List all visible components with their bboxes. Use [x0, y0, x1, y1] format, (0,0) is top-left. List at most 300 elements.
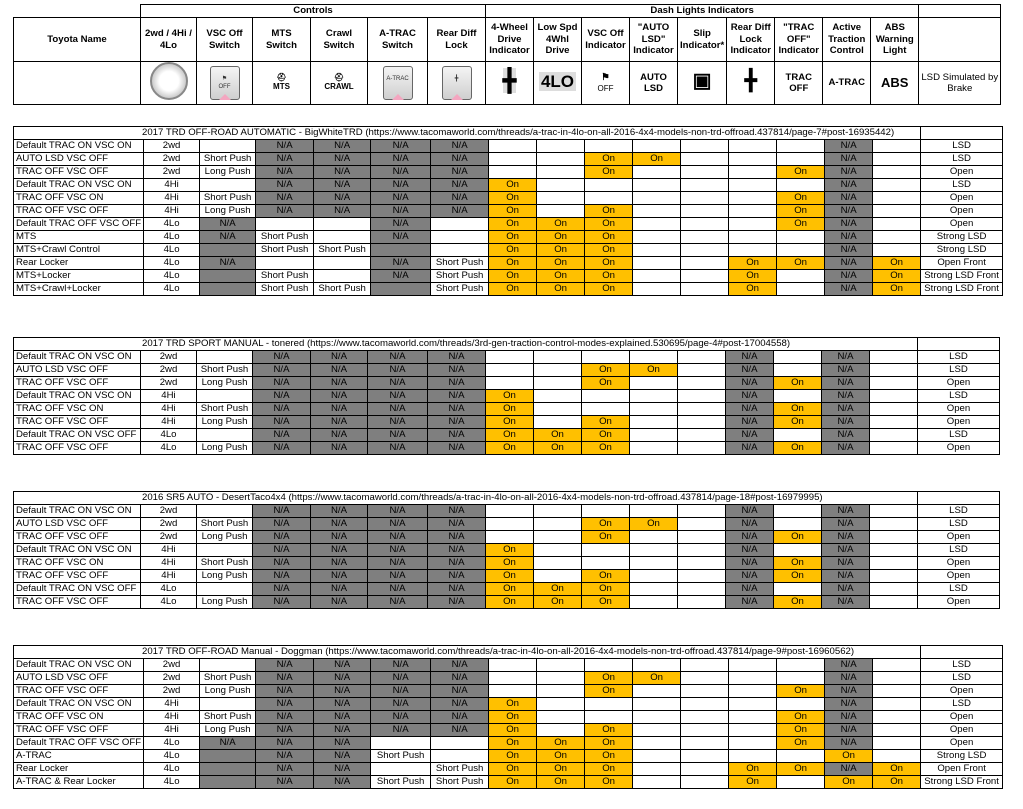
- table-cell: N/A: [368, 390, 428, 403]
- table-cell: On: [774, 531, 822, 544]
- table-cell: [630, 557, 678, 570]
- table-cell: On: [489, 283, 537, 296]
- table-cell: On: [825, 750, 873, 763]
- table-cell: [729, 711, 777, 724]
- table-cell: On: [486, 442, 534, 455]
- table-cell: [870, 518, 918, 531]
- table-cell: Long Push: [200, 166, 256, 179]
- table-cell: On: [777, 737, 825, 750]
- table-cell: On: [537, 244, 585, 257]
- table-cell: On: [585, 763, 633, 776]
- table-cell: On: [582, 442, 630, 455]
- table-cell: N/A: [822, 531, 870, 544]
- table-cell: N/A: [253, 583, 311, 596]
- table-cell: On: [729, 257, 777, 270]
- table-row: [14, 403, 1000, 416]
- table-cell: 2wd: [144, 672, 200, 685]
- table-cell: On: [777, 205, 825, 218]
- table-cell: [681, 724, 729, 737]
- table-cell: N/A: [256, 166, 314, 179]
- table-cell: [197, 429, 253, 442]
- table-cell: On: [489, 270, 537, 283]
- table-cell: [870, 416, 918, 429]
- table-cell: On: [777, 257, 825, 270]
- table-cell: [630, 390, 678, 403]
- row-name-cell: AUTO LSD VSC OFF: [14, 364, 141, 377]
- table-cell: [314, 231, 371, 244]
- table-cell: 4Lo: [144, 244, 200, 257]
- table-cell: [630, 403, 678, 416]
- table-cell: N/A: [371, 257, 431, 270]
- row-result-cell: Strong LSD: [921, 244, 1003, 257]
- table-cell: [537, 711, 585, 724]
- table-cell: [729, 698, 777, 711]
- row-result-cell: Open: [921, 724, 1003, 737]
- table-cell: [873, 166, 921, 179]
- abs-icon: ABS: [881, 74, 909, 90]
- table-cell: On: [585, 672, 633, 685]
- col-vsc-off-indicator: VSC Off Indicator: [582, 18, 630, 62]
- table-cell: [200, 283, 256, 296]
- table-cell: Short Push: [431, 776, 489, 789]
- table-cell: [633, 166, 681, 179]
- table-cell: [256, 257, 314, 270]
- table-cell: On: [873, 270, 921, 283]
- 4lo-icon: 4LO: [540, 71, 575, 91]
- table-cell: [633, 231, 681, 244]
- table-cell: [585, 659, 633, 672]
- auto-lsd-icon: AUTO LSD: [640, 71, 667, 94]
- table-cell: [777, 140, 825, 153]
- table-cell: N/A: [200, 231, 256, 244]
- table-cell: N/A: [371, 724, 431, 737]
- table-cell: N/A: [368, 351, 428, 364]
- table-cell: 4Lo: [141, 429, 197, 442]
- table-cell: [870, 442, 918, 455]
- table-cell: [681, 205, 729, 218]
- table-cell: [371, 244, 431, 257]
- section-table: [13, 645, 1003, 789]
- table-row: [14, 231, 1003, 244]
- table-cell: On: [777, 711, 825, 724]
- table-cell: [681, 179, 729, 192]
- table-cell: Short Push: [200, 711, 256, 724]
- table-cell: [431, 231, 489, 244]
- table-cell: N/A: [200, 737, 256, 750]
- table-cell: [534, 570, 582, 583]
- table-cell: [633, 724, 681, 737]
- table-cell: N/A: [368, 570, 428, 583]
- table-cell: Short Push: [197, 403, 253, 416]
- table-cell: N/A: [311, 377, 368, 390]
- table-cell: On: [585, 218, 633, 231]
- table-cell: Short Push: [256, 270, 314, 283]
- table-cell: N/A: [428, 442, 486, 455]
- table-cell: [486, 505, 534, 518]
- row-result-cell: Open: [921, 685, 1003, 698]
- table-cell: [534, 505, 582, 518]
- table-cell: 4Lo: [144, 218, 200, 231]
- table-cell: On: [537, 737, 585, 750]
- table-cell: N/A: [428, 570, 486, 583]
- table-cell: On: [489, 763, 537, 776]
- table-cell: On: [774, 596, 822, 609]
- table-cell: [729, 750, 777, 763]
- table-cell: On: [582, 377, 630, 390]
- section-table: [13, 126, 1003, 296]
- table-cell: [633, 763, 681, 776]
- table-cell: On: [774, 442, 822, 455]
- row-result-cell: LSD: [921, 153, 1003, 166]
- table-cell: [633, 257, 681, 270]
- table-cell: [729, 672, 777, 685]
- table-cell: N/A: [368, 518, 428, 531]
- table-cell: N/A: [256, 659, 314, 672]
- table-cell: [681, 270, 729, 283]
- table-cell: On: [873, 283, 921, 296]
- table-cell: [489, 659, 537, 672]
- table-cell: N/A: [314, 724, 371, 737]
- table-cell: N/A: [822, 505, 870, 518]
- table-cell: On: [729, 283, 777, 296]
- table-cell: [585, 192, 633, 205]
- table-cell: [870, 596, 918, 609]
- table-cell: N/A: [368, 596, 428, 609]
- row-result-cell: LSD: [918, 544, 1000, 557]
- table-cell: [200, 140, 256, 153]
- table-cell: N/A: [825, 724, 873, 737]
- table-cell: N/A: [314, 698, 371, 711]
- icon-cell-auto-lsd: [630, 62, 678, 105]
- table-cell: [582, 557, 630, 570]
- table-cell: [197, 544, 253, 557]
- table-cell: N/A: [256, 698, 314, 711]
- table-cell: [777, 153, 825, 166]
- table-row: [14, 442, 1000, 455]
- table-cell: [197, 390, 253, 403]
- row-name-cell: Default TRAC ON VSC OFF: [14, 429, 141, 442]
- table-cell: [873, 685, 921, 698]
- table-cell: [431, 244, 489, 257]
- table-row: [14, 724, 1003, 737]
- table-cell: [681, 283, 729, 296]
- table-cell: N/A: [822, 583, 870, 596]
- table-cell: [678, 570, 726, 583]
- section-title: 2017 TRD OFF-ROAD AUTOMATIC - BigWhiteTRD (https://www.tacomaworld.com/threads/a-trac-in-4lo-on-all-2016-4x4-models-non-trd-offroad.437814/page-7#post-16935442): [14, 127, 921, 140]
- table-cell: N/A: [825, 166, 873, 179]
- table-cell: N/A: [256, 672, 314, 685]
- row-result-cell: Open Front: [921, 257, 1003, 270]
- table-cell: [774, 544, 822, 557]
- table-cell: On: [489, 750, 537, 763]
- table-cell: [633, 244, 681, 257]
- table-cell: N/A: [825, 192, 873, 205]
- table-cell: [486, 377, 534, 390]
- row-name-cell: A-TRAC & Rear Locker: [14, 776, 144, 789]
- table-cell: N/A: [311, 416, 368, 429]
- row-name-cell: Default TRAC ON VSC ON: [14, 390, 141, 403]
- table-cell: [870, 544, 918, 557]
- table-cell: [489, 166, 537, 179]
- table-cell: Short Push: [197, 557, 253, 570]
- table-row: [14, 659, 1003, 672]
- table-cell: N/A: [726, 442, 774, 455]
- table-cell: 4Lo: [144, 270, 200, 283]
- table-cell: N/A: [825, 698, 873, 711]
- row-name-cell: TRAC OFF VSC ON: [14, 192, 144, 205]
- table-cell: [431, 750, 489, 763]
- col-4wd-indicator: 4-Wheel Drive Indicator: [486, 18, 534, 62]
- table-cell: 4Lo: [141, 583, 197, 596]
- table-cell: N/A: [726, 403, 774, 416]
- table-cell: [873, 659, 921, 672]
- table-cell: Long Push: [197, 570, 253, 583]
- table-cell: N/A: [371, 685, 431, 698]
- table-cell: On: [633, 153, 681, 166]
- table-cell: [873, 179, 921, 192]
- table-cell: On: [486, 403, 534, 416]
- table-cell: On: [630, 364, 678, 377]
- table-cell: N/A: [825, 257, 873, 270]
- table-cell: [585, 140, 633, 153]
- table-cell: 2wd: [141, 377, 197, 390]
- table-cell: N/A: [311, 570, 368, 583]
- table-cell: N/A: [253, 364, 311, 377]
- table-cell: [534, 518, 582, 531]
- table-cell: [486, 531, 534, 544]
- table-cell: 4Hi: [144, 698, 200, 711]
- table-cell: N/A: [371, 153, 431, 166]
- table-cell: On: [534, 583, 582, 596]
- icon-cell-abs: [871, 62, 919, 105]
- table-cell: [486, 518, 534, 531]
- table-cell: N/A: [822, 351, 870, 364]
- table-cell: Long Push: [197, 596, 253, 609]
- table-cell: N/A: [200, 218, 256, 231]
- table-cell: [729, 218, 777, 231]
- table-row: [14, 518, 1000, 531]
- table-cell: N/A: [311, 518, 368, 531]
- table-cell: On: [777, 685, 825, 698]
- table-cell: On: [537, 218, 585, 231]
- table-cell: N/A: [726, 544, 774, 557]
- table-cell: N/A: [726, 416, 774, 429]
- table-cell: On: [582, 531, 630, 544]
- table-cell: N/A: [311, 364, 368, 377]
- row-result-cell: Open: [918, 377, 1000, 390]
- table-cell: [489, 153, 537, 166]
- table-cell: N/A: [256, 179, 314, 192]
- table-cell: N/A: [256, 776, 314, 789]
- table-cell: N/A: [253, 390, 311, 403]
- table-cell: On: [486, 596, 534, 609]
- table-cell: [200, 750, 256, 763]
- table-cell: [582, 351, 630, 364]
- section-title: 2016 SR5 AUTO - DesertTaco4x4 (https://www.tacomaworld.com/threads/a-trac-in-4lo-on-all-2016-4x4-models-non-trd-offroad.437814/page-18#post-16979995): [14, 492, 918, 505]
- rear-diff-switch-icon: ╋: [442, 66, 472, 100]
- table-cell: [200, 659, 256, 672]
- table-cell: [681, 737, 729, 750]
- table-cell: [873, 205, 921, 218]
- table-cell: On: [585, 231, 633, 244]
- table-row: [14, 179, 1003, 192]
- table-cell: [681, 153, 729, 166]
- col-slip-indicator: Slip Indicator*: [678, 18, 727, 62]
- table-cell: 4Hi: [144, 192, 200, 205]
- table-cell: [630, 570, 678, 583]
- table-cell: 2wd: [144, 685, 200, 698]
- table-cell: N/A: [726, 505, 774, 518]
- table-cell: N/A: [825, 711, 873, 724]
- table-cell: [729, 192, 777, 205]
- row-result-cell: LSD: [918, 364, 1000, 377]
- table-cell: On: [585, 257, 633, 270]
- table-cell: N/A: [368, 544, 428, 557]
- row-name-cell: Default TRAC ON VSC ON: [14, 659, 144, 672]
- icon-cell-crawl: [311, 62, 368, 105]
- table-row: [14, 218, 1003, 231]
- table-cell: Short Push: [314, 283, 371, 296]
- table-cell: [678, 429, 726, 442]
- table-cell: 2wd: [141, 351, 197, 364]
- row-name-cell: TRAC OFF VSC OFF: [14, 724, 144, 737]
- col-trac-off-indicator: "TRAC OFF" Indicator: [775, 18, 823, 62]
- table-cell: [873, 698, 921, 711]
- row-result-cell: Open: [918, 403, 1000, 416]
- table-cell: 4Hi: [144, 179, 200, 192]
- table-cell: Short Push: [431, 763, 489, 776]
- atrac-switch-icon: A-TRAC: [383, 66, 413, 100]
- table-cell: On: [582, 364, 630, 377]
- col-crawl-switch: Crawl Switch: [311, 18, 368, 62]
- table-cell: [681, 231, 729, 244]
- table-cell: 2wd: [144, 153, 200, 166]
- table-cell: 4Lo: [141, 596, 197, 609]
- icon-cell-atrac-ind: [823, 62, 871, 105]
- table-cell: [678, 505, 726, 518]
- table-cell: N/A: [431, 140, 489, 153]
- icon-cell-lsd-sim: LSD Simulated by Brake: [919, 62, 1001, 105]
- table-cell: N/A: [428, 505, 486, 518]
- table-row: [14, 583, 1000, 596]
- table-cell: 4Lo: [141, 442, 197, 455]
- table-cell: On: [489, 724, 537, 737]
- table-cell: [630, 416, 678, 429]
- table-cell: [489, 140, 537, 153]
- table-cell: [582, 403, 630, 416]
- table-cell: On: [489, 711, 537, 724]
- table-cell: [534, 416, 582, 429]
- col-2wd-4hi-4lo: 2wd / 4Hi / 4Lo: [141, 18, 197, 62]
- table-cell: N/A: [314, 776, 371, 789]
- table-row: [14, 737, 1003, 750]
- table-cell: N/A: [825, 153, 873, 166]
- table-cell: [431, 218, 489, 231]
- table-cell: [633, 192, 681, 205]
- table-cell: N/A: [311, 390, 368, 403]
- table-cell: N/A: [431, 205, 489, 218]
- table-cell: [873, 140, 921, 153]
- row-name-cell: TRAC OFF VSC OFF: [14, 596, 141, 609]
- table-cell: [630, 583, 678, 596]
- table-cell: N/A: [822, 390, 870, 403]
- table-cell: N/A: [428, 557, 486, 570]
- table-cell: On: [633, 672, 681, 685]
- table-cell: [537, 140, 585, 153]
- row-name-cell: TRAC OFF VSC OFF: [14, 166, 144, 179]
- table-cell: N/A: [428, 377, 486, 390]
- table-cell: Long Push: [200, 685, 256, 698]
- table-cell: N/A: [822, 364, 870, 377]
- table-cell: [777, 776, 825, 789]
- table-row: [14, 205, 1003, 218]
- table-cell: N/A: [371, 205, 431, 218]
- table-cell: 4Hi: [144, 205, 200, 218]
- table-cell: On: [486, 570, 534, 583]
- table-cell: [873, 737, 921, 750]
- row-name-cell: TRAC OFF VSC ON: [14, 403, 141, 416]
- table-cell: [870, 390, 918, 403]
- table-cell: Short Push: [197, 518, 253, 531]
- table-cell: On: [582, 429, 630, 442]
- table-cell: 4Lo: [144, 737, 200, 750]
- table-cell: On: [585, 750, 633, 763]
- table-cell: N/A: [822, 544, 870, 557]
- row-result-cell: LSD: [918, 505, 1000, 518]
- table-cell: N/A: [822, 429, 870, 442]
- table-row: [14, 596, 1000, 609]
- table-cell: N/A: [726, 583, 774, 596]
- group-empty: [919, 5, 1001, 18]
- table-cell: N/A: [825, 685, 873, 698]
- icon-cell-vsc-off: [582, 62, 630, 105]
- table-cell: [777, 231, 825, 244]
- table-cell: Short Push: [256, 244, 314, 257]
- table-cell: Short Push: [200, 192, 256, 205]
- table-cell: [729, 685, 777, 698]
- row-result-cell: LSD: [921, 698, 1003, 711]
- table-cell: N/A: [431, 153, 489, 166]
- row-name-cell: Rear Locker: [14, 763, 144, 776]
- table-cell: N/A: [428, 531, 486, 544]
- row-result-cell: LSD: [921, 659, 1003, 672]
- table-cell: On: [486, 429, 534, 442]
- icon-cell-rear-diff-ind: [727, 62, 775, 105]
- table-cell: N/A: [368, 531, 428, 544]
- table-cell: [585, 711, 633, 724]
- table-cell: 4Hi: [141, 403, 197, 416]
- slip-indicator-icon: ▣: [692, 70, 712, 93]
- table-cell: [633, 179, 681, 192]
- table-cell: [678, 403, 726, 416]
- table-cell: N/A: [428, 403, 486, 416]
- table-cell: [729, 724, 777, 737]
- table-row: [14, 685, 1003, 698]
- table-cell: On: [774, 377, 822, 390]
- table-cell: [678, 531, 726, 544]
- table-cell: On: [537, 750, 585, 763]
- table-cell: [534, 364, 582, 377]
- table-cell: N/A: [253, 518, 311, 531]
- group-controls: Controls: [141, 5, 486, 18]
- table-cell: N/A: [253, 351, 311, 364]
- table-cell: [633, 659, 681, 672]
- table-cell: 4Hi: [144, 724, 200, 737]
- table-cell: [534, 390, 582, 403]
- icon-cell-4lo: [534, 62, 582, 105]
- row-result-cell: Strong LSD Front: [921, 776, 1003, 789]
- table-cell: [777, 750, 825, 763]
